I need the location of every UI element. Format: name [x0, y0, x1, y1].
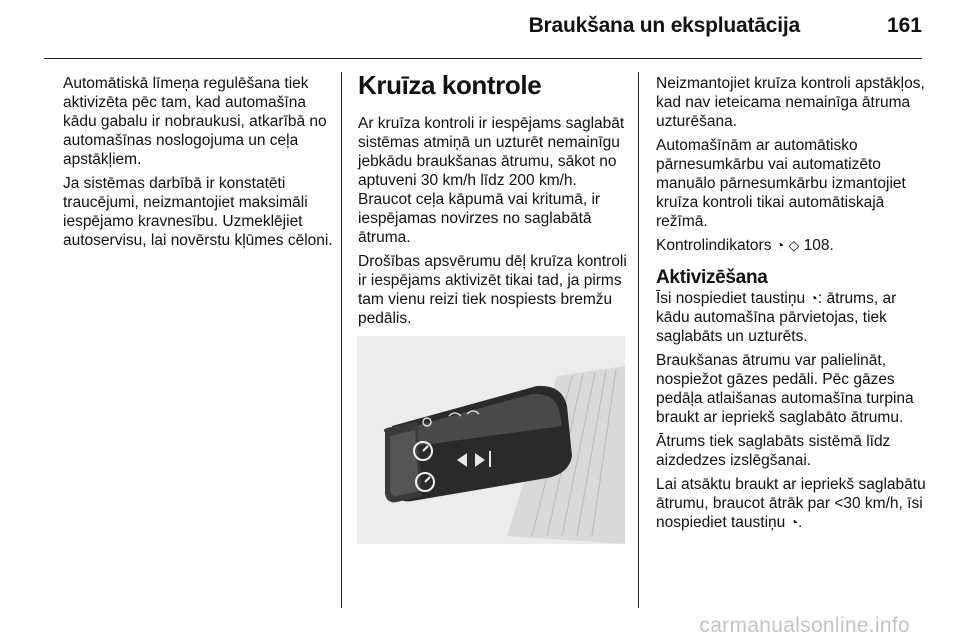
paragraph: Neizmantojiet kruīza kontroli apstākļos, kad nav ieteicama nemainīga ātruma uzturēšana. — [656, 75, 925, 130]
cruise-resume-icon: ◔ — [789, 514, 799, 530]
text: : ātrums, ar kādu automašīna pārvietojas, tiek saglabāts un uzturēts. — [656, 290, 897, 345]
header-rule — [44, 58, 922, 59]
column-2 — [358, 70, 630, 333]
paragraph: Ja sistēmas darbībā ir konstatēti traucējumi, neizmantojiet maksimāli iespējamo kravnesību. Uzmeklējiet autoservisu, lai novērstu kļūmes cēloni. — [63, 175, 333, 249]
header-title: Braukšana un ekspluatācija — [528, 14, 800, 37]
subheading: Aktivizēšana — [656, 267, 768, 288]
column-divider-right — [638, 72, 639, 608]
paragraph: Ātrums tiek saglabāts sistēmā līdz aizdedzes izslēgšanai. — [656, 433, 891, 469]
paragraph: Ar kruīza kontroli ir iespējams saglabāt sistēmas atmiņā un uzturēt nemainīgu jebkādu braukšanas ātrumu, sākot no aptuveni 30 km/h līdz 200 km/h. Braucot ceļa kāpumā vai kritumā, ir iespējamas novirzes no saglabātā ātruma. — [358, 115, 625, 246]
text: . — [798, 514, 803, 531]
page-ref: 108. — [803, 237, 834, 254]
column-3 — [656, 74, 928, 537]
paragraph — [656, 236, 928, 255]
text: Lai atsāktu braukt ar iepriekš saglabātu ātrumu, braucot ātrāk par <30 km/h, īsi nospiediet taustiņu — [656, 476, 926, 531]
text: Kontrolindikators — [656, 237, 772, 254]
paragraph — [656, 289, 928, 346]
watermark: carmanualsonline.info — [699, 614, 910, 637]
cruise-control-icon: ◔ — [775, 237, 785, 253]
paragraph — [656, 475, 928, 532]
paragraph: Automātiskā līmeņa regulēšana tiek aktivizēta pēc tam, kad automašīna kādu gabalu ir nobraukusi, atkarībā no automašīnas noslogojuma un ceļa apstākļiem. — [63, 75, 327, 168]
cruise-control-stalk-illustration — [357, 336, 625, 544]
paragraph: Drošības apsvērumu dēļ kruīza kontroli ir iespējams aktivizēt tikai tad, ja pirms tam vienu reizi tiek nospiests bremžu pedālis. — [358, 253, 627, 327]
section-title: Kruīza kontrole — [358, 70, 542, 100]
column-1 — [63, 74, 333, 255]
cruise-control-icon: ◔ — [809, 290, 818, 306]
page-reference-icon: ◇ — [788, 237, 800, 253]
paragraph: Automašīnām ar automātisko pārnesumkārbu vai automatizēto manuālo pārnesumkārbu izmantojiet kruīza kontroli tikai automātiskajā režīmā. — [656, 137, 906, 230]
paragraph: Braukšanas ātrumu var palielināt, nospiežot gāzes pedāli. Pēc gāzes pedāļa atlaišanas automašīna turpina braukt ar iepriekš saglabāto ātrumu. — [656, 352, 914, 426]
text: Īsi nospiediet taustiņu — [656, 290, 806, 307]
column-divider-left — [341, 72, 342, 608]
page-number: 161 — [886, 14, 922, 37]
stalk-drawing — [357, 336, 625, 544]
